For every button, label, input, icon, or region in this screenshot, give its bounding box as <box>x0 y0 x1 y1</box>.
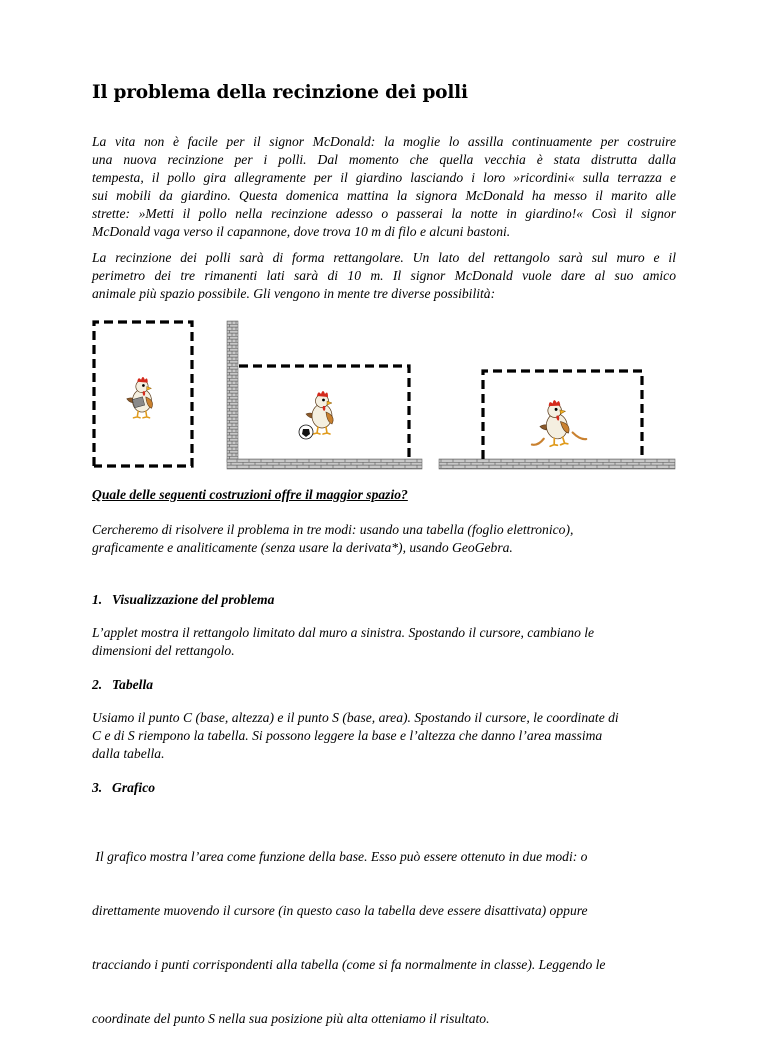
section-3-heading <box>92 779 676 797</box>
chicken-reading-icon <box>127 377 153 418</box>
brick-wall-bottom <box>227 459 422 469</box>
section-line: coordinate del punto S nella sua posizione più alta otteniamo il risultato. <box>92 1011 490 1026</box>
approach-paragraph <box>92 521 676 557</box>
section-number: 1. <box>92 592 103 607</box>
section-1-heading <box>92 591 676 609</box>
section-line: tracciando i punti corrispondenti alla tabella (come si fa normalmente in classe). Leggendo le <box>92 957 606 972</box>
section-number: 3. <box>92 780 103 795</box>
section-line: dalla tabella. <box>92 746 165 761</box>
brick-wall-left <box>227 321 238 462</box>
section-3-body <box>92 812 676 1064</box>
section-title: Tabella <box>112 677 154 692</box>
page-title: Il problema della recinzione dei polli <box>92 82 468 103</box>
intro-paragraph <box>92 133 676 241</box>
setup-line: animale più spazio possibile. Gli vengono in mente tre diverse possibilità: <box>92 286 496 301</box>
intro-line: una nuova recinzione per i polli. Dal momento che quella vecchia è stata distrutta dalla <box>92 152 676 167</box>
intro-line: sui mobili da giardino. Questa domenica mattina la signora McDonald ha messo il marito alle <box>92 188 676 203</box>
section-title: Grafico <box>112 780 156 795</box>
section-1-body <box>92 624 676 660</box>
brick-wall-bottom <box>439 459 675 469</box>
fence-options-illustration <box>88 318 680 474</box>
section-line: dimensioni del rettangolo. <box>92 643 235 658</box>
section-line: Il grafico mostra l’area come funzione della base. Esso può essere ottenuto in due modi: o <box>92 849 588 864</box>
question: Quale delle seguenti costruzioni offre il maggior spazio? <box>92 487 408 502</box>
setup-line: perimetro dei tre rimanenti lati sarà di 10 m. Il signor McDonald vuole dare al suo amico <box>92 268 676 283</box>
section-title: Visualizzazione del problema <box>112 592 275 607</box>
intro-line: tempesta, il pollo gira allegramente per il giardino lasciando i loro »ricordini« sulla terrazza e <box>92 170 676 185</box>
approach-line: graficamente e analiticamente (senza usare la derivata*), usando GeoGebra. <box>92 540 513 555</box>
approach-line: Cercheremo di risolvere il problema in tre modi: usando una tabella (foglio elettronico), <box>92 522 574 537</box>
fence-option-wall-left <box>227 321 422 469</box>
section-line: direttamente muovendo il cursore (in questo caso la tabella deve essere disattivata) oppure <box>92 903 588 918</box>
section-line: C e di S riempono la tabella. Si possono leggere la base e l’altezza che danno l’area massima <box>92 728 603 743</box>
intro-line: McDonald vaga verso il capannone, dove trova 10 m di filo e alcuni bastoni. <box>92 224 511 239</box>
fence-option-wide <box>439 371 675 469</box>
setup-line: La recinzione dei polli sarà di forma rettangolare. Un lato del rettangolo sarà sul muro e il <box>92 250 676 265</box>
chicken-football-icon <box>299 391 333 439</box>
fence-option-tall <box>94 322 192 466</box>
intro-line: La vita non è facile per il signor McDonald: la moglie lo assilla continuamente per costruire <box>92 134 676 149</box>
section-2-heading <box>92 676 676 694</box>
section-line: Usiamo il punto C (base, altezza) e il punto S (base, area). Spostando il cursore, le coordinate di <box>92 710 619 725</box>
section-2-body <box>92 709 676 763</box>
chicken-sitting-icon <box>526 396 586 448</box>
intro-line: strette: »Metti il pollo nella recinzione adesso o passerai la notte in giardino!« Così il signor <box>92 206 676 221</box>
setup-paragraph <box>92 249 676 303</box>
section-number: 2. <box>92 677 103 692</box>
section-line: L’applet mostra il rettangolo limitato dal muro a sinistra. Spostando il cursore, cambiano le <box>92 625 595 640</box>
